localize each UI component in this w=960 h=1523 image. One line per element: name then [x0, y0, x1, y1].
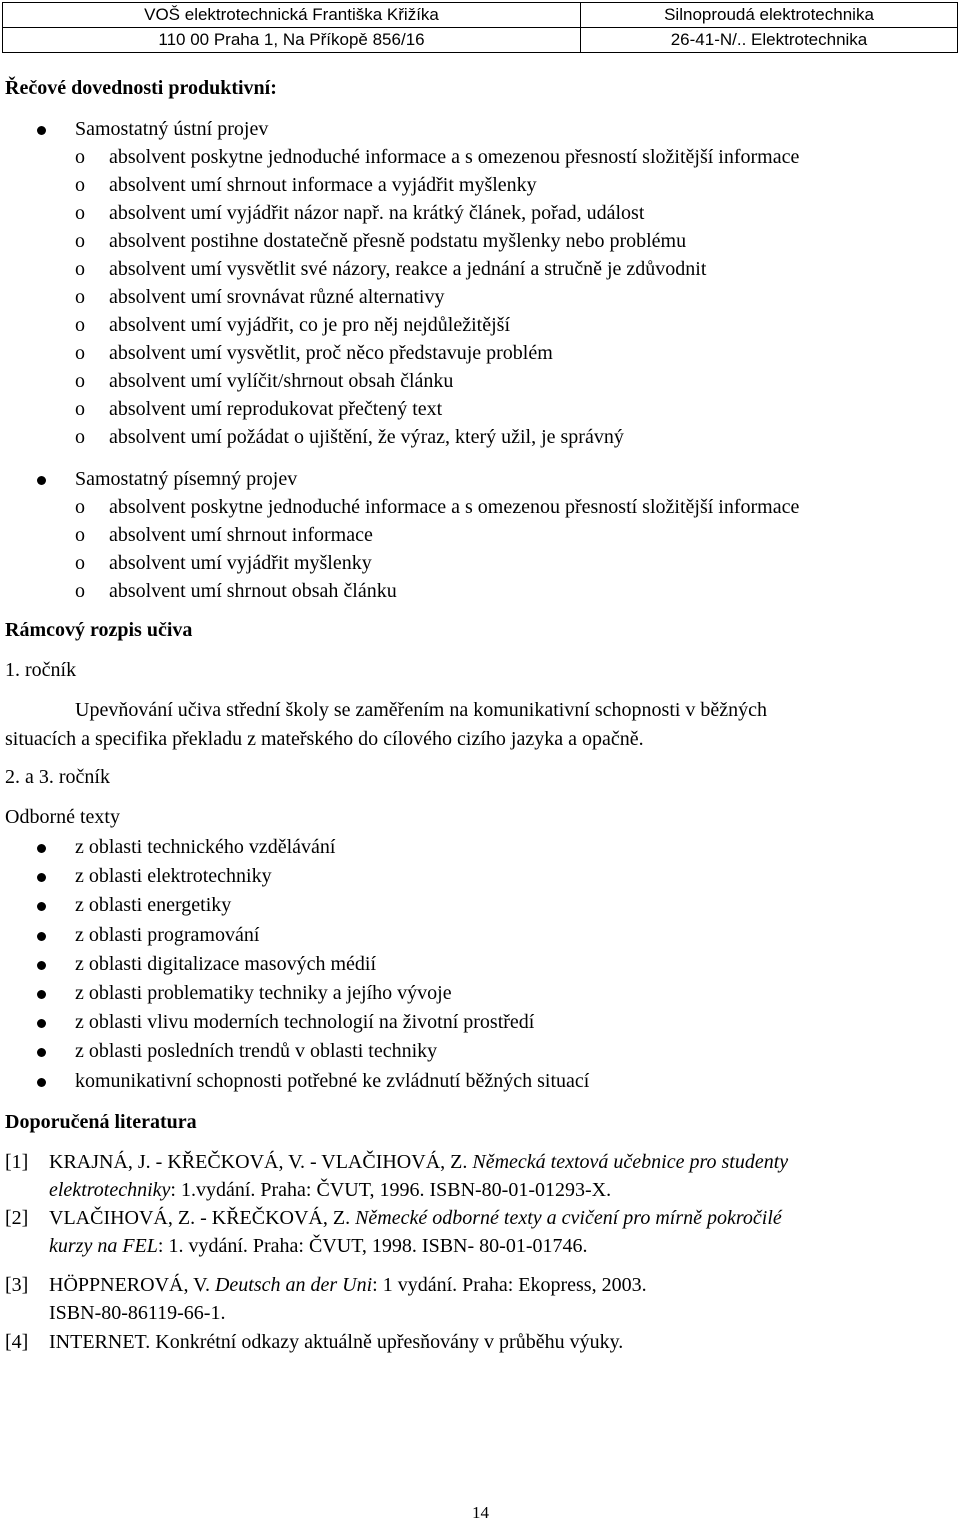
year-1-label: 1. ročník — [5, 659, 77, 681]
topic-item: z oblasti problematiky techniky a jejího vývoje — [75, 982, 452, 1004]
bullet-icon — [37, 476, 46, 485]
list-item: absolvent umí vylíčit/shrnout obsah článku — [109, 370, 454, 392]
reference-number: [2] — [5, 1207, 29, 1229]
list-marker: o — [75, 552, 85, 574]
literature-heading: Doporučená literatura — [5, 1111, 197, 1133]
bullet-icon — [37, 126, 46, 135]
topic-item: z oblasti vlivu moderních technologií na životní prostředí — [75, 1011, 535, 1034]
list-item: absolvent umí vyjádřit myšlenky — [109, 552, 372, 574]
reference-3-line-1: HÖPPNEROVÁ, V. Deutsch an der Uni: 1 vydání. Praha: Ekopress, 2003. — [49, 1274, 647, 1296]
reference-3-line-2: ISBN-80-86119-66-1. — [49, 1302, 226, 1324]
list-item: absolvent poskytne jednoduché informace a s omezenou přesností složitější informace — [109, 146, 800, 168]
reference-number: [4] — [5, 1331, 29, 1353]
list-item: absolvent umí vysvětlit, proč něco představuje problém — [109, 342, 553, 364]
reference-number: [1] — [5, 1151, 29, 1173]
topic-item: z oblasti programování — [75, 923, 260, 946]
section-heading: Řečové dovednosti produktivní: — [5, 77, 277, 99]
reference-1-line-1: KRAJNÁ, J. - KŘEČKOVÁ, V. - VLAČIHOVÁ, Z. Německá textová učebnice pro studenty — [49, 1151, 789, 1173]
topic-item: z oblasti elektrotechniky — [75, 865, 272, 888]
list-marker: o — [75, 580, 85, 602]
topic-item: komunikativní schopnosti potřebné ke zvládnutí běžných situací — [75, 1069, 590, 1092]
list-item: absolvent postihne dostatečně přesně podstatu myšlenky nebo problému — [109, 230, 687, 252]
year-1-text-line-1: Upevňování učiva střední školy se zaměřením na komunikativní schopnosti v běžných — [75, 699, 768, 721]
topic-item: z oblasti digitalizace masových médií — [75, 952, 377, 975]
bullet-icon — [37, 1078, 46, 1087]
bullet-icon — [37, 961, 46, 970]
curriculum-heading: Rámcový rozpis učiva — [5, 619, 193, 641]
year-1-text-line-2: situacích a specifika překladu z mateřského do cílového cizího jazyka a opačně. — [5, 728, 644, 750]
list-marker: o — [75, 524, 85, 546]
list-marker: o — [75, 286, 85, 308]
list-item: absolvent poskytne jednoduché informace a s omezenou přesností složitější informace — [109, 496, 800, 518]
topic-item: z oblasti energetiky — [75, 894, 232, 917]
year-2-3-label: 2. a 3. ročník — [5, 766, 110, 788]
list-marker: o — [75, 370, 85, 392]
list-marker: o — [75, 202, 85, 224]
bullet-icon — [37, 1048, 46, 1057]
bullet-icon — [37, 844, 46, 853]
header-row-1 — [3, 3, 957, 27]
list-item: absolvent umí požádat o ujištění, že výraz, který užil, je správný — [109, 426, 624, 448]
list-marker: o — [75, 230, 85, 252]
list-marker: o — [75, 426, 85, 448]
school-name: VOŠ elektrotechnická Františka Křižíka — [3, 3, 581, 27]
header-row-2 — [3, 27, 957, 52]
list-item: absolvent umí srovnávat různé alternativy — [109, 286, 445, 308]
list-item: absolvent umí shrnout informace a vyjádřit myšlenky — [109, 174, 537, 196]
page-number: 14 — [472, 1503, 489, 1522]
reference-2-line-1: VLAČIHOVÁ, Z. - KŘEČKOVÁ, Z. Německé odborné texty a cvičení pro mírně pokročilé — [49, 1207, 782, 1229]
bullet-icon — [37, 1019, 46, 1028]
reference-4-line-1: INTERNET. Konkrétní odkazy aktuálně upřesňovány v průběhu výuky. — [49, 1331, 624, 1353]
texts-label: Odborné texty — [5, 806, 120, 828]
bullet-icon — [37, 990, 46, 999]
list-item: absolvent umí vyjádřit, co je pro něj nejdůležitější — [109, 314, 511, 336]
list-marker: o — [75, 174, 85, 196]
topic-item: z oblasti technického vzdělávání — [75, 836, 336, 858]
written-projev-title: Samostatný písemný projev — [75, 468, 298, 490]
list-item: absolvent umí reprodukovat přečtený text — [109, 398, 443, 420]
list-marker: o — [75, 258, 85, 280]
reference-number: [3] — [5, 1274, 29, 1296]
list-item: absolvent umí vysvětlit své názory, reakce a jednání a stručně je zdůvodnit — [109, 258, 707, 280]
study-field: Silnoproudá elektrotechnika — [664, 5, 874, 24]
page-header — [2, 2, 958, 53]
list-marker: o — [75, 314, 85, 336]
study-code: 26-41-N/.. Elektrotechnika — [670, 30, 868, 49]
bullet-icon — [37, 873, 46, 882]
reference-2-line-2: kurzy na FEL: 1. vydání. Praha: ČVUT, 1998. ISBN- 80-01-01746. — [49, 1235, 588, 1257]
list-marker: o — [75, 342, 85, 364]
list-item: absolvent umí shrnout obsah článku — [109, 580, 397, 602]
topic-item: z oblasti posledních trendů v oblasti techniky — [75, 1040, 438, 1063]
list-marker: o — [75, 496, 85, 518]
reference-1-line-2: elektrotechniky: 1.vydání. Praha: ČVUT, 1996. ISBN-80-01-01293-X. — [49, 1179, 612, 1201]
list-item: absolvent umí shrnout informace — [109, 524, 373, 546]
oral-projev-title: Samostatný ústní projev — [75, 118, 269, 140]
school-address: 110 00 Praha 1, Na Příkopě 856/16 — [3, 28, 581, 52]
list-marker: o — [75, 146, 85, 168]
list-item: absolvent umí vyjádřit názor např. na krátký článek, pořad, událost — [109, 202, 645, 224]
bullet-icon — [37, 902, 46, 911]
list-marker: o — [75, 398, 85, 420]
bullet-icon — [37, 932, 46, 941]
